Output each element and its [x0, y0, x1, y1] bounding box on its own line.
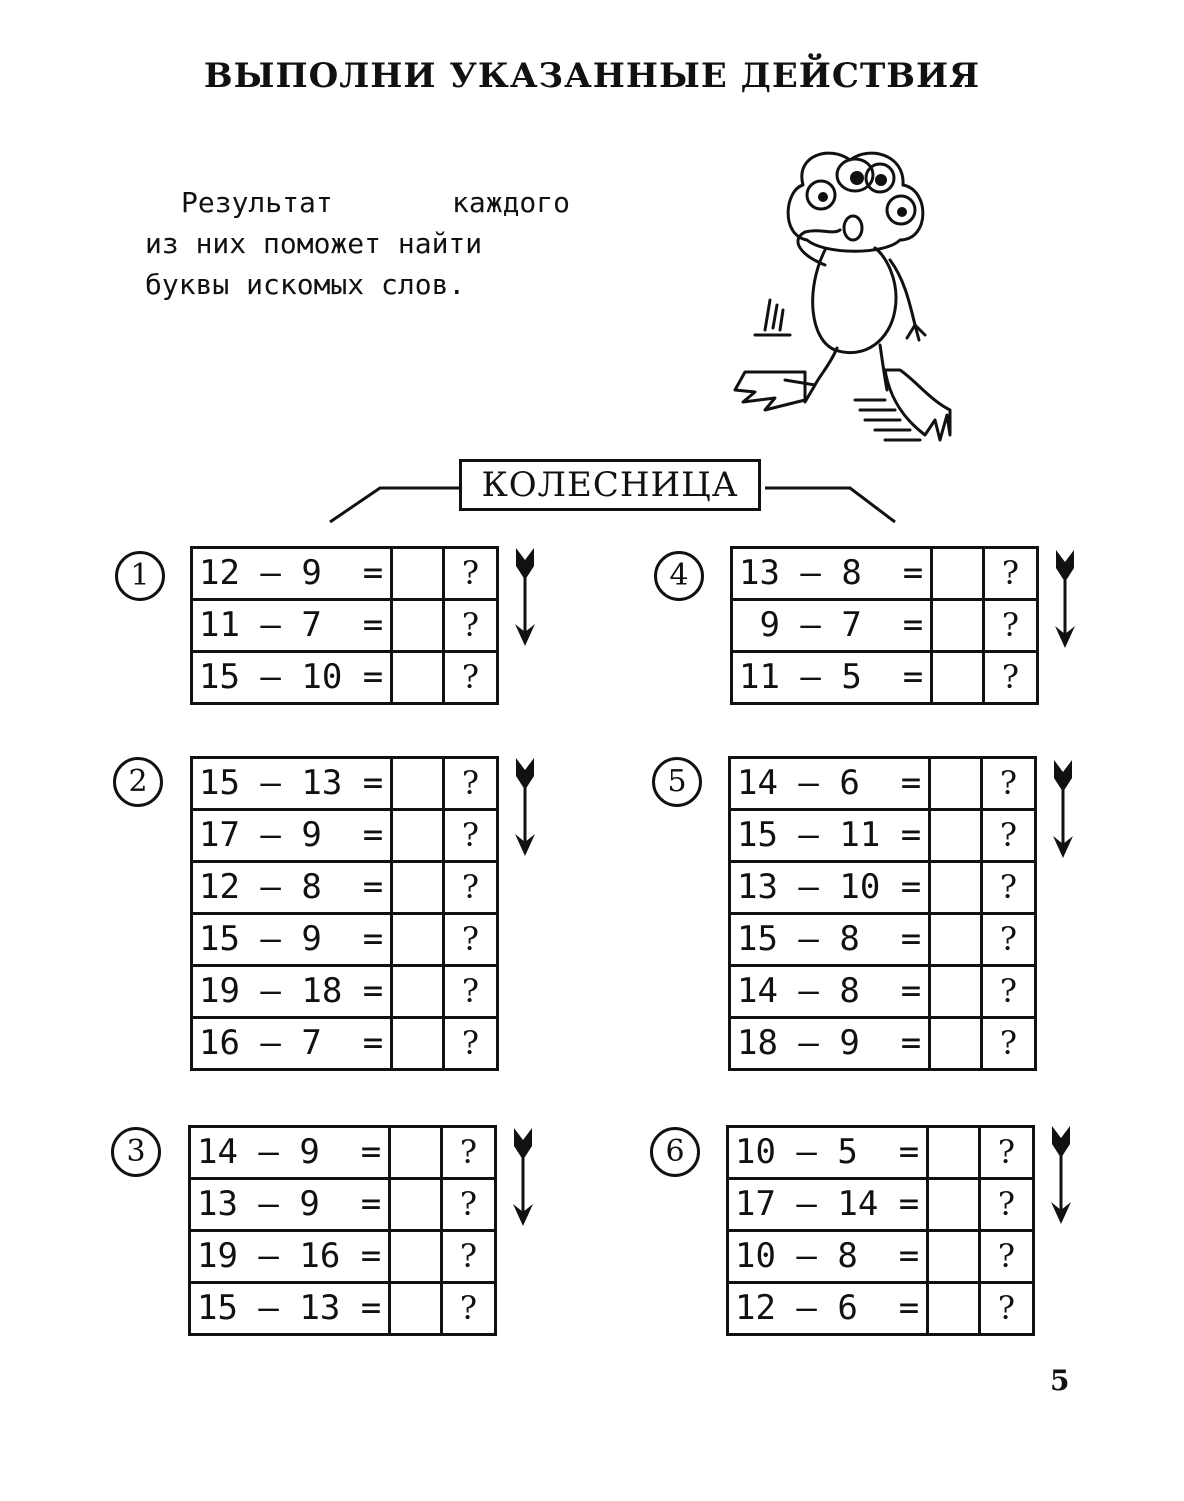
table-row: [193, 912, 496, 964]
down-arrow-icon: [1052, 550, 1078, 650]
exercise-table-6: [726, 1125, 1035, 1336]
expression-cell: 14 – 8 =: [731, 967, 931, 1016]
exercise-number-2: 2: [113, 757, 163, 807]
exercise-number-1: 1: [115, 551, 165, 601]
answer-blank-cell[interactable]: [931, 915, 983, 964]
answer-blank-cell[interactable]: [393, 811, 445, 860]
answer-blank-cell[interactable]: [929, 1232, 981, 1281]
letter-cell: ?: [999, 764, 1018, 802]
table-row: [729, 1128, 1032, 1177]
letter-cell: ?: [999, 972, 1018, 1010]
table-row: [193, 650, 496, 702]
expression-cell: 10 – 5 =: [729, 1128, 929, 1177]
down-arrow-icon: [1050, 760, 1076, 860]
answer-blank-cell[interactable]: [929, 1180, 981, 1229]
table-row: [193, 759, 496, 808]
down-arrow-icon: [510, 1128, 536, 1228]
expression-cell: 15 – 13 =: [191, 1284, 391, 1333]
letter-cell: ?: [461, 868, 480, 906]
answer-blank-cell[interactable]: [931, 967, 983, 1016]
expression-cell: 10 – 8 =: [729, 1232, 929, 1281]
page-number: 5: [1050, 1364, 1070, 1397]
expression-cell: 12 – 8 =: [193, 863, 393, 912]
exercise-number-4: 4: [654, 551, 704, 601]
letter-cell: ?: [1001, 554, 1020, 592]
expression-cell: 11 – 5 =: [733, 653, 933, 702]
answer-blank-cell[interactable]: [391, 1128, 443, 1177]
intro-line-1: Результат каждого: [181, 186, 570, 219]
answer-blank-cell[interactable]: [933, 653, 985, 702]
answer-blank-cell[interactable]: [393, 915, 445, 964]
letter-cell: ?: [461, 1024, 480, 1062]
answer-blank-cell[interactable]: [393, 759, 445, 808]
answer-blank-cell[interactable]: [931, 863, 983, 912]
table-row: [731, 912, 1034, 964]
letter-cell: ?: [459, 1133, 478, 1171]
expression-cell: 15 – 9 =: [193, 915, 393, 964]
letter-cell: ?: [461, 920, 480, 958]
letter-cell: ?: [461, 606, 480, 644]
table-row: [193, 598, 496, 650]
answer-blank-cell[interactable]: [393, 549, 445, 598]
answer-blank-cell[interactable]: [929, 1284, 981, 1333]
letter-cell: ?: [999, 868, 1018, 906]
answer-blank-cell[interactable]: [933, 601, 985, 650]
letter-cell: ?: [461, 816, 480, 854]
table-row: [729, 1229, 1032, 1281]
table-row: [733, 650, 1036, 702]
letter-cell: ?: [997, 1185, 1016, 1223]
intro-text: [145, 182, 570, 305]
answer-blank-cell[interactable]: [933, 549, 985, 598]
table-row: [729, 1281, 1032, 1333]
table-row: [731, 808, 1034, 860]
exercise-number-3: 3: [111, 1127, 161, 1177]
letter-cell: ?: [997, 1133, 1016, 1171]
exercise-table-2: [190, 756, 499, 1071]
table-row: [193, 1016, 496, 1068]
table-row: [733, 549, 1036, 598]
table-row: [193, 860, 496, 912]
expression-cell: 13 – 10 =: [731, 863, 931, 912]
expression-cell: 9 – 7 =: [733, 601, 933, 650]
exercise-table-1: [190, 546, 499, 705]
expression-cell: 11 – 7 =: [193, 601, 393, 650]
table-row: [191, 1281, 494, 1333]
letter-cell: ?: [997, 1237, 1016, 1275]
answer-blank-cell[interactable]: [393, 653, 445, 702]
answer-blank-cell[interactable]: [931, 759, 983, 808]
expression-cell: 15 – 11 =: [731, 811, 931, 860]
letter-cell: ?: [459, 1185, 478, 1223]
answer-blank-cell[interactable]: [391, 1232, 443, 1281]
expression-cell: 15 – 10 =: [193, 653, 393, 702]
frog-illustration: [725, 140, 965, 450]
intro-line-2: из них поможет найти: [145, 227, 483, 260]
expression-cell: 14 – 9 =: [191, 1128, 391, 1177]
expression-cell: 12 – 6 =: [729, 1284, 929, 1333]
expression-cell: 17 – 14 =: [729, 1180, 929, 1229]
answer-blank-cell[interactable]: [391, 1180, 443, 1229]
letter-cell: ?: [997, 1289, 1016, 1327]
expression-cell: 19 – 18 =: [193, 967, 393, 1016]
answer-blank-cell[interactable]: [931, 1019, 983, 1068]
letter-cell: ?: [459, 1237, 478, 1275]
exercise-table-3: [188, 1125, 497, 1336]
table-row: [731, 1016, 1034, 1068]
letter-cell: ?: [461, 554, 480, 592]
exercise-table-4: [730, 546, 1039, 705]
letter-cell: ?: [999, 816, 1018, 854]
letter-cell: ?: [461, 764, 480, 802]
expression-cell: 15 – 8 =: [731, 915, 931, 964]
answer-blank-cell[interactable]: [391, 1284, 443, 1333]
expression-cell: 17 – 9 =: [193, 811, 393, 860]
answer-blank-cell[interactable]: [393, 863, 445, 912]
answer-blank-cell[interactable]: [931, 811, 983, 860]
target-word-box: КОЛЕСНИЦА: [459, 459, 761, 511]
table-row: [193, 964, 496, 1016]
exercise-table-5: [728, 756, 1037, 1071]
expression-cell: 13 – 8 =: [733, 549, 933, 598]
exercise-number-5: 5: [652, 757, 702, 807]
expression-cell: 16 – 7 =: [193, 1019, 393, 1068]
table-row: [191, 1128, 494, 1177]
letter-cell: ?: [1001, 606, 1020, 644]
exercise-number-6: 6: [650, 1127, 700, 1177]
letter-cell: ?: [999, 920, 1018, 958]
down-arrow-icon: [512, 758, 538, 858]
table-row: [193, 549, 496, 598]
letter-cell: ?: [1001, 658, 1020, 696]
table-row: [191, 1177, 494, 1229]
answer-blank-cell[interactable]: [393, 967, 445, 1016]
letter-cell: ?: [999, 1024, 1018, 1062]
letter-cell: ?: [461, 658, 480, 696]
answer-blank-cell[interactable]: [393, 1019, 445, 1068]
letter-cell: ?: [461, 972, 480, 1010]
table-row: [731, 860, 1034, 912]
answer-blank-cell[interactable]: [929, 1128, 981, 1177]
down-arrow-icon: [1048, 1126, 1074, 1226]
answer-blank-cell[interactable]: [393, 601, 445, 650]
page-title: ВЫПОЛНИ УКАЗАННЫЕ ДЕЙСТВИЯ: [203, 56, 981, 96]
expression-cell: 18 – 9 =: [731, 1019, 931, 1068]
down-arrow-icon: [512, 548, 538, 648]
expression-cell: 14 – 6 =: [731, 759, 931, 808]
table-row: [729, 1177, 1032, 1229]
table-row: [193, 808, 496, 860]
expression-cell: 15 – 13 =: [193, 759, 393, 808]
expression-cell: 12 – 9 =: [193, 549, 393, 598]
expression-cell: 19 – 16 =: [191, 1232, 391, 1281]
intro-line-3: буквы искомых слов.: [145, 268, 466, 301]
table-row: [191, 1229, 494, 1281]
letter-cell: ?: [459, 1289, 478, 1327]
table-row: [733, 598, 1036, 650]
expression-cell: 13 – 9 =: [191, 1180, 391, 1229]
table-row: [731, 759, 1034, 808]
table-row: [731, 964, 1034, 1016]
